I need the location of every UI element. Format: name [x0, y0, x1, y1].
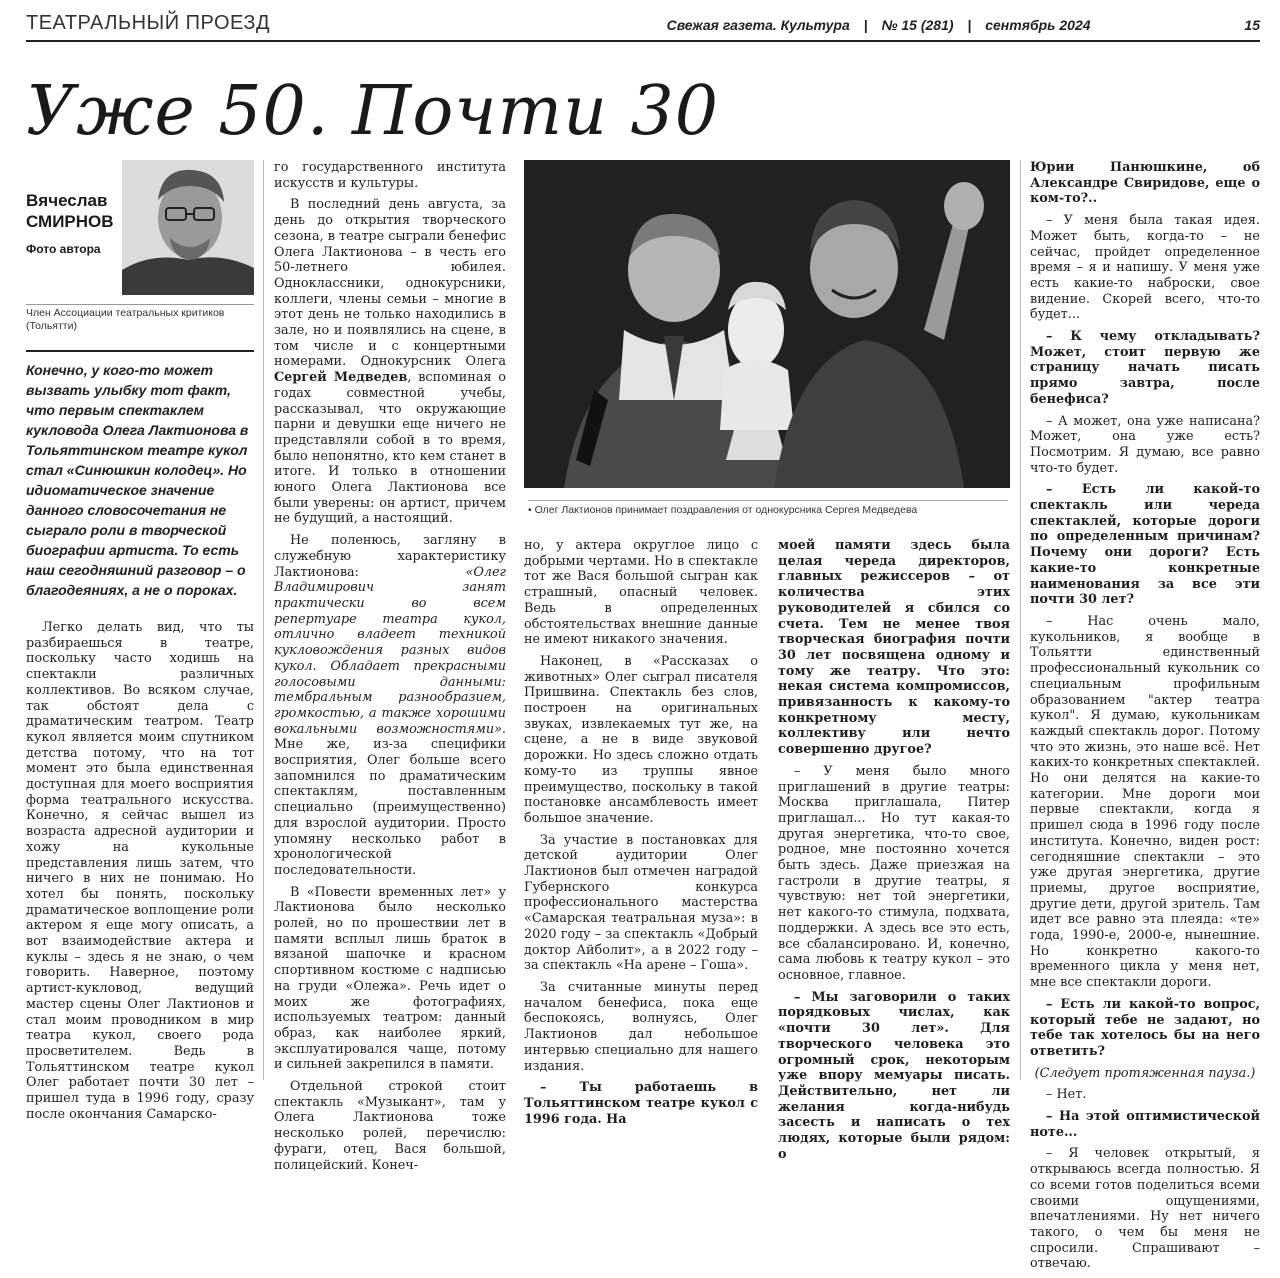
interview-answer: – У меня была такая идея. Может быть, когда-то – не сейчас, пройдет определенное время – я и напишу. У меня уже есть какие-то наброски, свое видение. Скорей всего, что-то будет... [1030, 213, 1260, 323]
interview-answer: – Нас очень мало, кукольников, я вообще в Тольятти единственный профессиональный кукольник со специальным профильным образованием "актер театра кукол". Я думаю, кукольникам каждый спектакль дорог. Потому что это жизнь, это наше всё. Нет каких-то конкретных спектаклей. Но они делятся на какие-то категории. Мне дороги мои первые спектакли, когда я пришел сюда в 1996 году после института. Конечно, виден рост: сегодняшние спектакли – это уже другая энергетика, другие приемы, другое восприятие, другие дети, другой зритель. Там идет все равно эта плеяда: «те» года, 1990-е, 2000-е, нынешние. Но конкретно какого-то временного цикла у меня нет, мне все спектакли дороги. [1030, 613, 1260, 991]
text-column-2 [274, 160, 506, 1179]
author-note: Член Ассоциации театральных критиков (Тольятти) [26, 304, 254, 333]
interview-question: – Есть ли какой-то вопрос, который тебе не задают, но тебе так хотелось бы на него ответить? [1030, 996, 1260, 1059]
paragraph: но, у актера округлое лицо с добрыми чертами. Но в спектакле тот же Вася большой сыгран как страшный, опасный человек. Ведь в определенных обстоятельствах внешние данные не имеют никакого значения. [524, 538, 758, 648]
publication-meta [667, 17, 1260, 33]
text-column-5 [1030, 160, 1260, 1278]
paragraph: Не поленюсь, загляну в служебную характеристику Лактионова: «Олег Владимирович занят практически во всем репертуаре театра кукол, отлично владеет техникой кукловождения разных видов кукол. Обладает прекрасными голосовыми данными: тембральным разнообразием, громкостью, а также хорошими вокальными возможностями». Мне же, из-за специфики восприятия, Олег больше всего запомнился по драматическим спектаклям, поставленным специально (преимущественно) для взрослой аудитории. Просто упомяну несколько работ в хронологической последовательности. [274, 533, 506, 878]
interview-question: – На этой оптимистической ноте... [1030, 1109, 1260, 1140]
text-column-3 [524, 538, 758, 1133]
author-block [26, 160, 256, 300]
author-last-name: СМИРНОВ [26, 212, 114, 231]
article-lead: Конечно, у кого-то может вызвать улыбку тот факт, что первым спектаклем кукловода Олега Лактионова в Тольяттинском театре кукол стал «Синюшкин колодец». Но идиоматическое значение данного словосочетания не сыграло роли в творческой биографии артиста. То есть наш сегодняшний разговор – о благодеяниях, а не о пороках. [26, 350, 254, 600]
paragraph: Наконец, в «Рассказах о животных» Олег сыграл писателя Пришвина. Спектакль без слов, построен на оригинальных звуках, извлекаемых тут же, на сцене, а не в виде звуковой дорожки. Но здесь сложно отдать кому-то из труппы явное преимущество, поскольку в такой постановке ансамблевость имеет большое значение. [524, 653, 758, 826]
paragraph: В «Повести временных лет» у Лактионова было несколько ролей, но по прошествии лет в памяти всплыл лишь браток в вязаной шапочке и красном спортивном костюме с надписью на груди «Олежа». Речь идет о моих же фотографиях, используемых театром: данный образ, как наиболее яркий, эксплуатировался чаще, потому и сильней закрепился в памяти. [274, 884, 506, 1073]
paragraph: Легко делать вид, что ты разбираешься в театре, поскольку часто ходишь на спектакли различных коллективов. Во всяком случае, так обстоят дела с драматическим театром. Театр кукол является моим спутником детства потому, что на тот момент это была единственная доступная для моего восприятия форма театрального искусства. Конечно, я сейчас вышел из возраста адресной аудитории и хожу на кукольные представления лишь затем, что ничего в них не понимаю. Но хотел бы понять, поскольку драматическое воплощение роли актером я еще могу описать, а вот взаимодействие актера и куклы – здесь я не знаю, о чем говорить. Наверное, поэтому артист-кукловод, ведущий мастер сцены Олег Лактионов и стал моим проводником в мир театра кукол, своего рода просветителем. Ведь в Тольяттинском театре кукол Олег работает почти 30 лет – пришел туда в 1996 году, сразу после окончания Самарско- [26, 620, 254, 1122]
interview-question: моей памяти здесь была целая череда директоров, главных режиссеров – от количества этих руководителей я сбился со счета. Тем не менее твоя творческая биография почти 30 лет посвящена одному и тому же театру. Что это: некая система компромиссов, привязанность к какому-то конкретному месту, коллективу или нечто совершенно другое? [778, 538, 1010, 758]
column-divider [1020, 160, 1021, 1080]
stage-note: (Следует протяженная пауза.) [1034, 1065, 1256, 1081]
article-title: Уже 50. Почти 30 [26, 72, 720, 151]
paragraph: За участие в постановках для детской аудитории Олег Лактионов был отмечен наградой Губернского конкурса профессионального мастерства «Самарская театральная муза»: в 2020 году – за спектакль «Добрый доктор Айболит», а в 2022 году – за спектакль «На арене – Гоша». [524, 832, 758, 974]
paragraph: За считанные минуты перед началом бенефиса, пока еще беспокоясь, волнуясь, Олег Лактионов дал небольшое интервью специально для нашего издания. [524, 979, 758, 1074]
article-photo [524, 160, 1010, 488]
text-column-1 [26, 620, 254, 1129]
interview-answer: – Нет. [1046, 1087, 1087, 1103]
separator: | [967, 17, 972, 33]
publication-name: Свежая газета. Культура [666, 17, 850, 33]
text-column-4 [778, 538, 1010, 1168]
author-first-name: Вячеслав [26, 191, 108, 210]
interview-question: – Есть ли какой-то спектакль или череда спектаклей, которые дороги по определенным причинам? Почему они дороги? Есть какие-то конкретные наименования за все эти почти 30 лет? [1030, 482, 1260, 608]
paragraph: В последний день августа, за день до открытия творческого сезона, в театре сыграли бенефис Олега Лактионова – в честь его 50-летнего юбилея. Одноклассники, однокурсники, коллеги, члены семьи – многие в этот день не только находились в зале, но и появлялись на сцене, в том числе и с концертными номерами. Однокурсник Олега Сергей Медведев, вспоминая о годах совместной учебы, рассказывал, что окружающие парни и девушки еще ничего не представляли собой в то время, было непонятно, кто кем станет в итоге. И только в отношении юного Олега Лактионова все были уверены: он артист, причем не будущий, а настоящий. [274, 197, 507, 527]
person-name: Сергей Медведев [274, 370, 408, 386]
interview-answer: – Я человек открытый, я открываюсь всегда полностью. Я со всеми готов поделиться всеми своими ощущениями, впечатлениями. Ну нет ничего такого, о чем бы меня не спросили. Спрашивают – отвечаю. [1030, 1146, 1260, 1272]
page-header [26, 12, 1260, 42]
paragraph: го государственного института искусств и культуры. [274, 160, 506, 191]
interview-answer: – А может, она уже написана? Может, она уже есть? Посмотрим. Я думаю, все равно что-то будет. [1030, 413, 1260, 476]
interview-question: – Мы заговорили о таких порядковых числах, как «почти 30 лет». Для творческого человека это огромный срок, некоторым уже впору мемуары писать. Действительно, нет ли желания когда-нибудь засесть и написать о тех людях, которые были рядом: о [778, 989, 1010, 1162]
issue-number: № 15 (281) [881, 17, 954, 33]
page-number: 15 [1244, 17, 1260, 33]
photo-credit: Фото автора [26, 242, 101, 256]
column-divider [263, 160, 264, 1080]
interview-question: – К чему откладывать? Может, стоит первую же страницу начать писать прямо завтра, после бенефиса? [1030, 329, 1260, 407]
interview-answer: – У меня было много приглашений в другие театры: Москва приглашала, Питер приглашал... Но тут какая-то другая энергетика, что-то свое, родное, мне постоянно хочется быть здесь. Даже приезжая на гастроли в другие театры, я чувствую: нет той энергетики, нет какого-то стимула, подхвата, поддержки. А здесь все это есть, все сбалансировано. И, конечно, сама любовь к театру кукол – это основное, главное. [778, 763, 1010, 983]
author-portrait [122, 160, 254, 295]
quote: «Олег Владимирович занят практически во всем репертуаре театра кукол, отлично владеет техникой кукловождения разных видов кукол. Обладает прекрасными голосовыми данными: тембральным разнообразием, громкостью, а также хорошими вокальными возможностями» [274, 564, 506, 737]
interview-question: – Ты работаешь в Тольяттинском театре кукол с 1996 года. На [524, 1080, 758, 1127]
interview-question: Юрии Панюшкине, об Александре Свиридове, еще о ком-то?.. [1030, 160, 1260, 207]
separator: | [863, 17, 868, 33]
issue-date: сентябрь 2024 [985, 17, 1091, 33]
author-name [26, 190, 114, 232]
photo-caption: • Олег Лактионов принимает поздравления от однокурсника Сергея Медведева [528, 500, 1008, 516]
paragraph: Отдельной строкой стоит спектакль «Музыкант», там у Олега Лактионова тоже несколько ролей, перечислю: фураги, отец, Вася большой, полицейский. Конеч- [274, 1079, 506, 1173]
section-name: ТЕАТРАЛЬНЫЙ ПРОЕЗД [26, 12, 271, 34]
